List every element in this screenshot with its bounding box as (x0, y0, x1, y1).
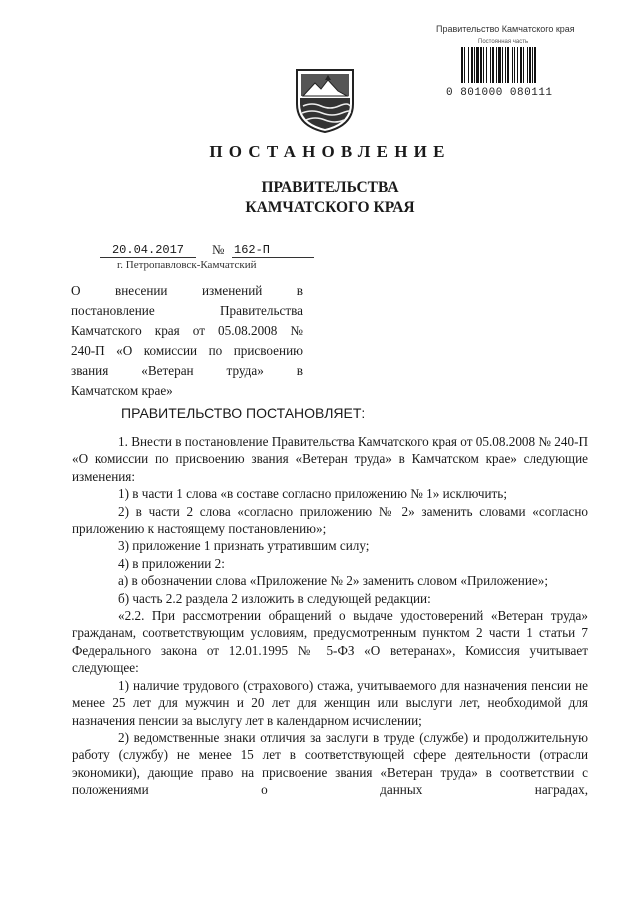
subject-line: 240-П «О комиссии по присвоению (71, 343, 303, 358)
paragraph: 1) в части 1 слова «в составе согласно приложению № 1» исключить; (118, 486, 507, 502)
decree-number: 162-П (232, 243, 314, 258)
paragraph: б) часть 2.2 раздела 2 изложить в следующей редакции: (118, 590, 431, 606)
document-title: ПОСТАНОВЛЕНИЕ (209, 142, 451, 161)
decree-subject (71, 281, 303, 401)
stamp-subtitle: Постоянная часть (478, 39, 529, 45)
subject-line: постановление Правительства (71, 303, 303, 318)
paragraph: 1. Внести в постановление Правительства Камчатского края от 05.08.2008 № 240-П «О комиссии по присвоению звания «Ветеран труда» в Камчатском крае» следующие изменения: (72, 434, 588, 484)
government-line-2: КАМЧАТСКОГО КРАЯ (245, 199, 415, 216)
kamchatka-emblem-icon (294, 66, 356, 134)
paragraph: «2.2. При рассмотрении обращений о выдаче удостоверений «Ветеран труда» гражданам, соответствующим условиям, предусмотренным пунктом 2 части 1 статьи 7 Федерального закона от 12.01.1995 № 5-ФЗ «О ветеранах», Комиссия учитывает следующее: (72, 608, 588, 676)
stamp-organization: Правительство Камчатского края (436, 24, 575, 34)
decree-date: 20.04.2017 (100, 243, 196, 258)
decree-heading: ПРАВИТЕЛЬСТВО ПОСТАНОВЛЯЕТ: (121, 405, 366, 421)
paragraph: 3) приложение 1 признать утратившим силу; (118, 538, 370, 554)
subject-line: Камчатском крае» (71, 383, 173, 398)
paragraph: 2) ведомственные знаки отличия за заслуги в труде (службе) и продолжительную работу (службу) не менее 15 лет в соответствующей сфере деятельности (отрасли экономики), дающие право на присвоение звания «Ветеран труда» в соответствии с положениями о данных наградах, (72, 729, 588, 798)
subject-line: О внесении изменений в (71, 283, 303, 298)
paragraph: 1) наличие трудового (страхового) стажа, учитываемого для назначения пенсии не менее 25 лет для мужчин и 20 лет для женщин или выслуги лет, необходимой для назначения пенсии за выслугу лет в календарном исчислении; (72, 677, 588, 728)
barcode (461, 47, 585, 89)
government-name (0, 178, 640, 218)
paragraph: а) в обозначении слова «Приложение № 2» заменить словом «Приложение»; (118, 573, 549, 589)
barcode-number: 0 801000 080111 (446, 87, 553, 99)
paragraph: 2) в части 2 слова «согласно приложению № 2» заменить словами «согласно приложению к настоящему постановлению»; (72, 503, 588, 537)
subject-line: звания «Ветеран труда» в (71, 363, 303, 378)
government-line-1: ПРАВИТЕЛЬСТВА (261, 179, 399, 196)
number-sign: № (212, 242, 225, 257)
decree-body (72, 433, 588, 799)
paragraph: 4) в приложении 2: (118, 555, 225, 571)
subject-line: Камчатского края от 05.08.2008 № (71, 323, 303, 338)
city: г. Петропавловск-Камчатский (117, 259, 257, 271)
